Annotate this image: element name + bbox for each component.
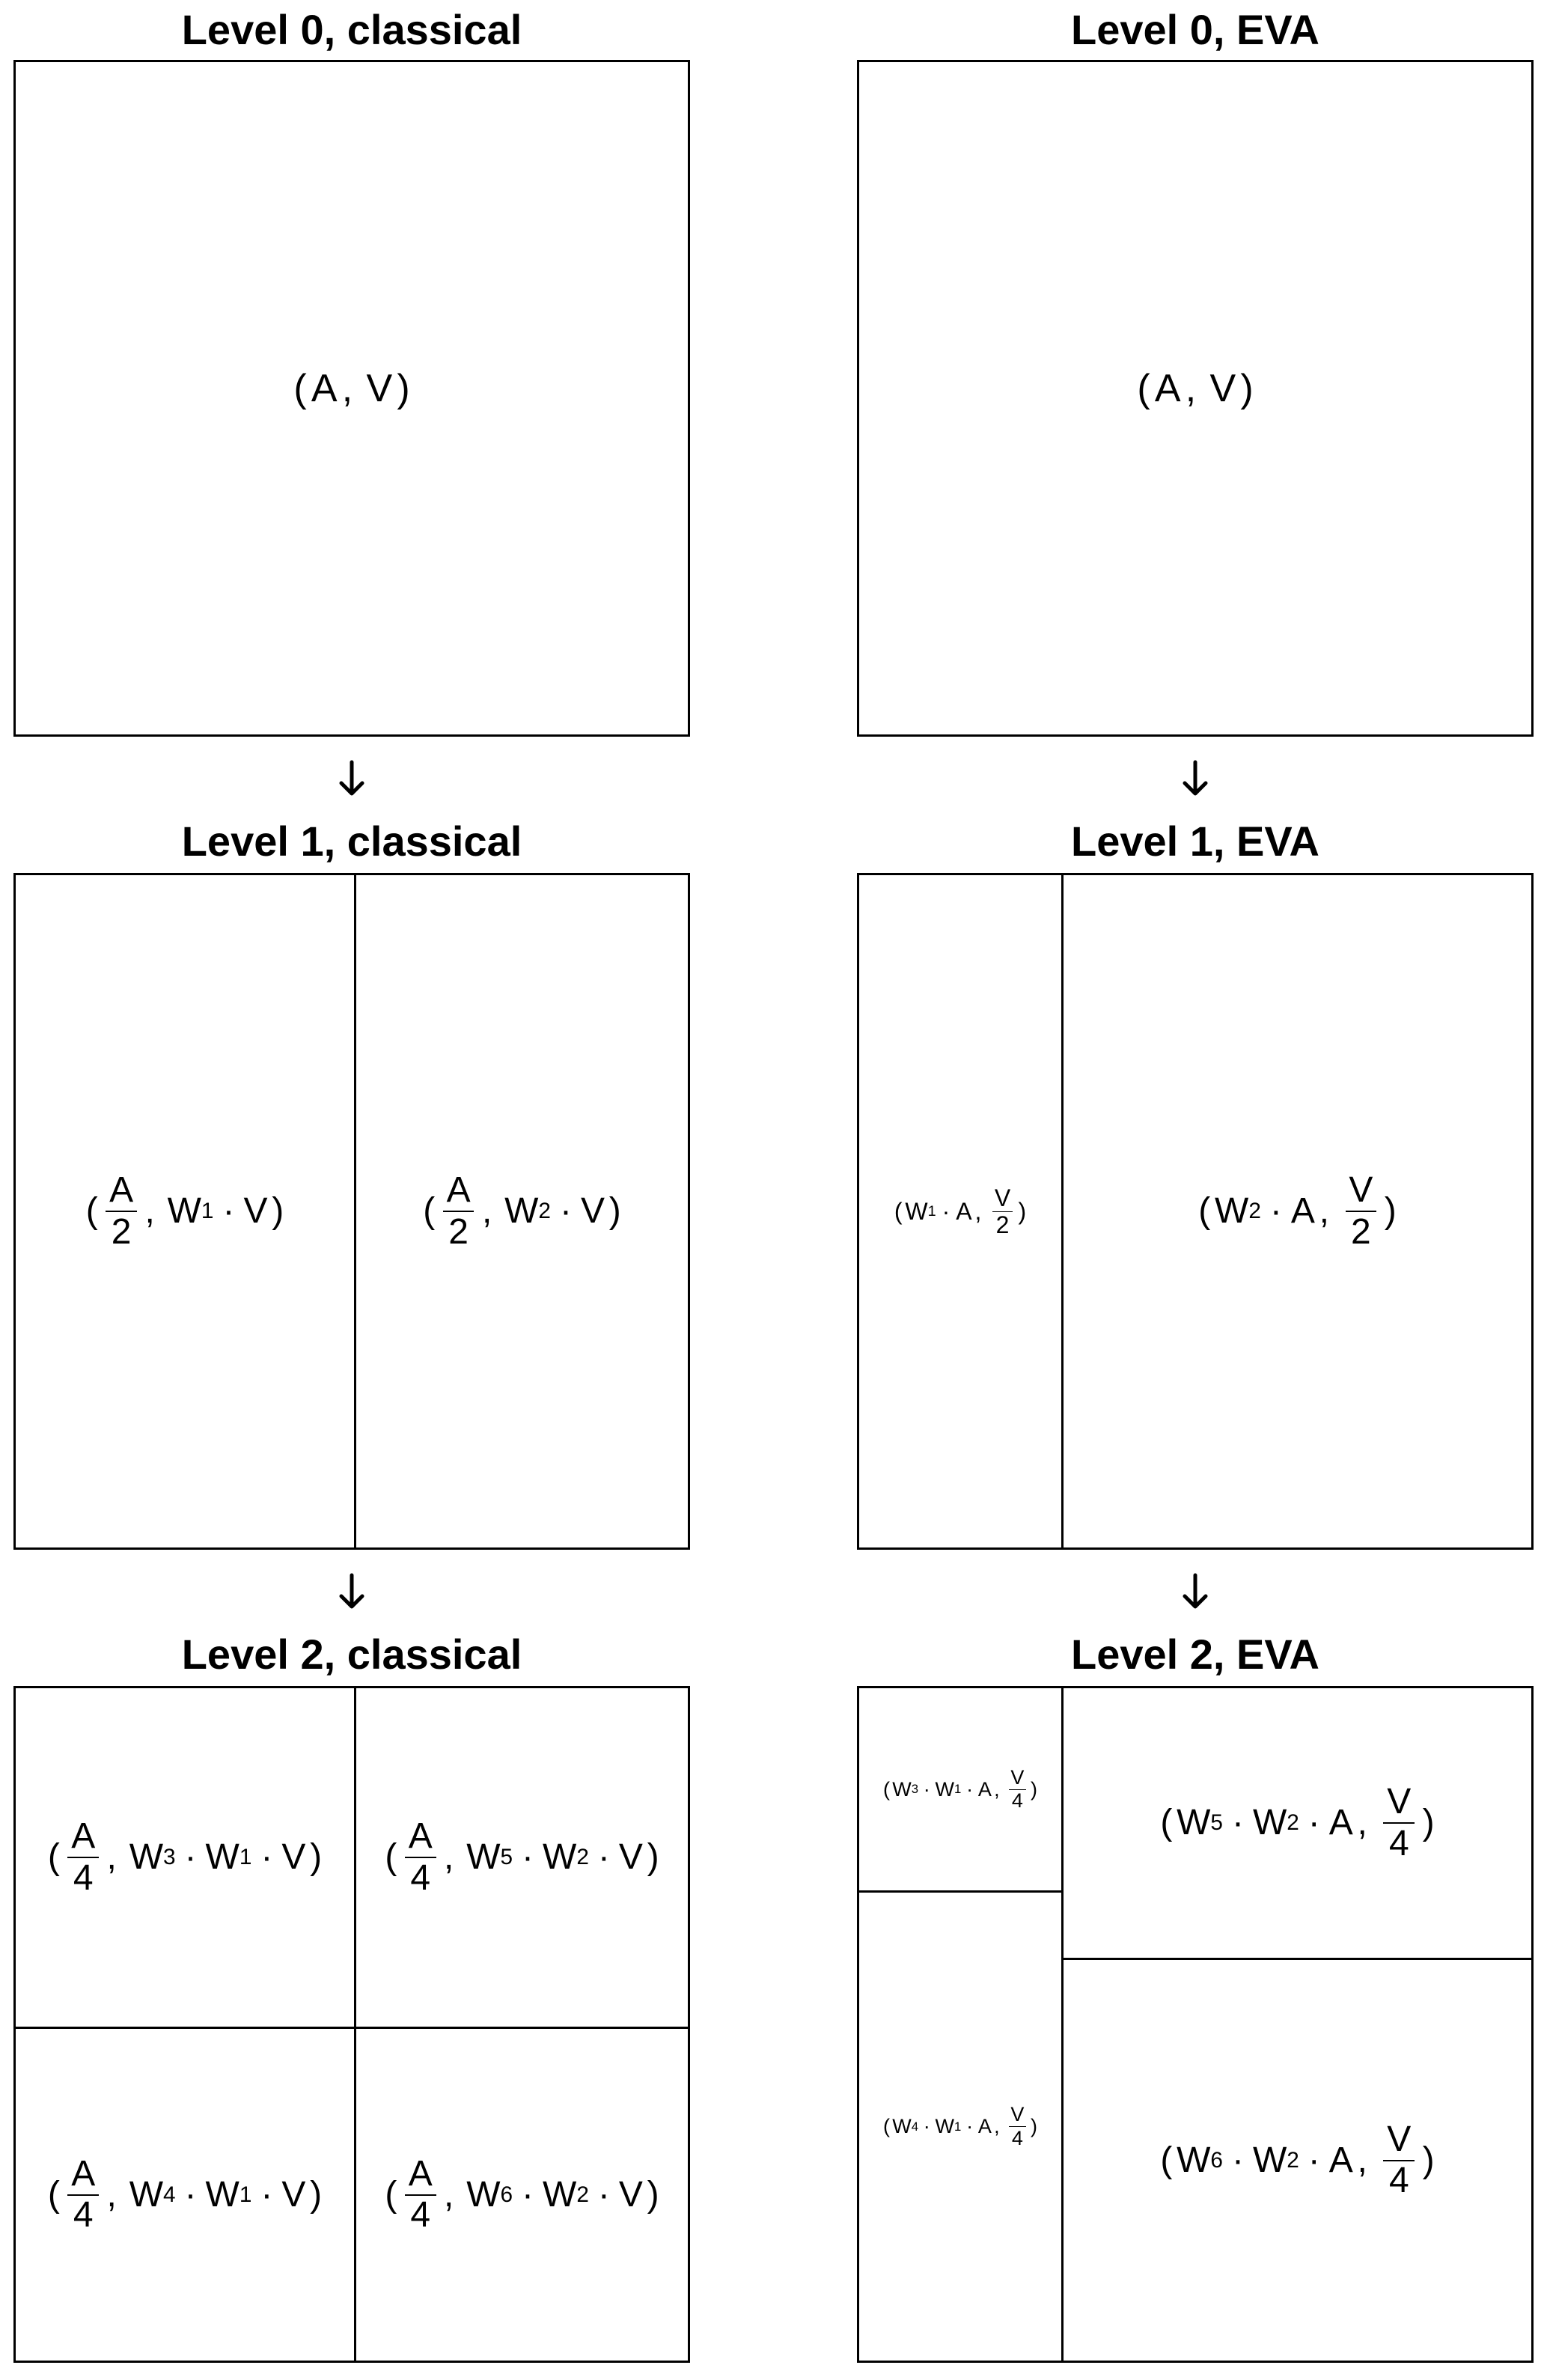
cell-l2-eva-right-top	[1061, 1688, 1531, 1958]
dot: ·	[1269, 1191, 1282, 1231]
comma: ,	[994, 1777, 1000, 1801]
sym-V: V	[281, 1837, 306, 1877]
label-l2-eva-right-bottom: ( W 6 · W 2 · A , $\frac{V}{4}$ )	[1156, 2122, 1439, 2200]
cell-l0-eva	[859, 62, 1531, 734]
panel-level0-classical	[13, 60, 690, 737]
sym-V: V	[580, 1191, 605, 1231]
paren-open: (	[423, 1191, 436, 1231]
comma: ,	[444, 2174, 454, 2215]
sym-A: A	[1290, 1191, 1315, 1231]
dot: ·	[260, 2174, 273, 2215]
paren-close: )	[1240, 367, 1254, 410]
fraction	[443, 1172, 475, 1250]
sym-W: W	[935, 2115, 954, 2137]
dot: ·	[522, 1837, 534, 1877]
panel-level1-eva	[857, 873, 1534, 1550]
sym-four: 4	[73, 1857, 94, 1898]
sym-A: A	[977, 1777, 992, 1801]
sym-V: V	[994, 1184, 1011, 1211]
label-l2-eva-right-top: ( W 5 · W 2 · A , $\frac{V}{4}$ )	[1156, 1784, 1439, 1862]
comma: ,	[481, 1191, 492, 1231]
paren-open: (	[385, 2174, 397, 2215]
title-level2-classical: Level 2, classical	[181, 1630, 522, 1678]
sym-W: W	[1177, 2140, 1211, 2180]
sym-V: V	[1349, 1170, 1373, 1211]
fraction	[67, 1816, 99, 1898]
dot: ·	[942, 1198, 951, 1225]
cell-l2-eva-left-top	[859, 1688, 1061, 1890]
title-level0-classical: Level 0, classical	[181, 5, 522, 53]
comma: ,	[444, 1837, 454, 1877]
sym-A: A	[1328, 2140, 1353, 2180]
paren-close: )	[608, 1191, 621, 1231]
sym-A: A	[408, 2153, 433, 2194]
paren-close: )	[1031, 2115, 1038, 2137]
sym-V: V	[1387, 2119, 1412, 2159]
paren-close: )	[647, 2174, 659, 2215]
comma: ,	[974, 1198, 982, 1225]
cell-l2-classical-br	[354, 2027, 688, 2361]
comma: ,	[1357, 1803, 1367, 1842]
arrow-down-icon	[1173, 1569, 1218, 1614]
sym-W: W	[205, 2174, 239, 2215]
fraction	[106, 1172, 137, 1250]
dot: ·	[559, 1191, 572, 1231]
label-l2-eva-left-bottom: ( W 4 · W 1 · A , $\frac{V}{4}$ )	[881, 2104, 1040, 2148]
label-l2-classical-tr: ( $\frac{A}{4}$ , W 5 · W 2 · V )	[381, 1819, 664, 1896]
paren-close: )	[272, 1191, 284, 1231]
arrow-down-icon	[329, 756, 374, 801]
paren-open: (	[882, 1777, 890, 1801]
dot: ·	[1231, 2140, 1244, 2180]
fraction	[1383, 1784, 1415, 1862]
paren-open: (	[894, 1198, 903, 1225]
panel-level2-classical	[13, 1686, 690, 2363]
sym-two: 2	[448, 1211, 469, 1252]
panel-level1-classical	[13, 873, 690, 1550]
comma: ,	[106, 2174, 117, 2215]
label-l0-eva	[1132, 369, 1258, 408]
paren-close: )	[397, 367, 410, 410]
paren-close: )	[1384, 1191, 1397, 1231]
dot: ·	[1231, 1803, 1244, 1842]
paren-open: (	[293, 367, 307, 410]
panel-level0-eva	[857, 60, 1534, 737]
arrow-down-icon	[1173, 756, 1218, 801]
sym-two: 2	[1351, 1211, 1371, 1252]
fraction	[405, 1816, 436, 1898]
paren-open: (	[1160, 2140, 1173, 2180]
dot: ·	[966, 2115, 974, 2137]
label-l1-classical-left: ( $\frac{A}{2}$ , W 1 · V )	[82, 1172, 288, 1250]
label-l2-classical-tl: ( $\frac{A}{4}$ , W 3 · W 1 · V )	[43, 1819, 326, 1896]
cell-l2-eva-left-bottom	[859, 1890, 1061, 2361]
sym-W: W	[1252, 1803, 1287, 1842]
cell-l1-classical-right	[354, 875, 688, 1547]
paren-open: (	[47, 2174, 60, 2215]
label-l1-eva-right: ( W 2 · A , $\frac{V}{2}$ )	[1194, 1172, 1401, 1250]
fraction	[1009, 2104, 1026, 2148]
comma: ,	[144, 1191, 155, 1231]
paren-close: )	[1018, 1198, 1027, 1225]
sym-two: 2	[995, 1211, 1010, 1239]
comma: ,	[106, 1837, 117, 1877]
dot: ·	[597, 1837, 610, 1877]
paren-open: (	[47, 1837, 60, 1877]
sym-W: W	[905, 1198, 928, 1225]
sym-V: V	[243, 1191, 268, 1231]
sym-V: V	[1209, 367, 1236, 410]
sym-A: A	[977, 2115, 992, 2137]
title-level2-eva: Level 2, EVA	[1070, 1630, 1319, 1678]
sym-W: W	[205, 1837, 239, 1877]
cell-l1-eva-left	[859, 875, 1061, 1547]
sym-four: 4	[73, 2195, 94, 2236]
sym-W: W	[935, 1777, 954, 1801]
cell-l2-classical-tl	[16, 1688, 354, 2027]
sym-W: W	[1177, 1803, 1211, 1842]
sym-W: W	[504, 1191, 539, 1231]
sym-four: 4	[410, 1857, 431, 1898]
paren-close: )	[647, 1837, 659, 1877]
sym-two: 2	[111, 1211, 132, 1252]
sym-A: A	[446, 1170, 471, 1211]
paren-close: )	[310, 2174, 323, 2215]
sym-V: V	[366, 367, 393, 410]
dot: ·	[184, 2174, 197, 2215]
sym-W: W	[129, 2174, 163, 2215]
sym-A: A	[1328, 1803, 1353, 1842]
sym-W: W	[543, 2174, 577, 2215]
fraction	[992, 1186, 1013, 1238]
paren-open: (	[882, 2115, 890, 2137]
paren-open: (	[85, 1191, 98, 1231]
sym-V: V	[281, 2174, 306, 2215]
dot: ·	[923, 2115, 930, 2137]
sym-W: W	[466, 2174, 501, 2215]
paren-close: )	[1422, 2140, 1435, 2180]
paren-open: (	[385, 1837, 397, 1877]
dot: ·	[966, 1777, 974, 1801]
fraction	[1383, 2119, 1415, 2201]
sym-W: W	[1252, 2140, 1287, 2180]
sym-V: V	[618, 1837, 643, 1877]
comma: ,	[1185, 367, 1197, 410]
cell-l2-classical-tr	[354, 1688, 688, 2027]
comma: ,	[1319, 1191, 1329, 1231]
comma: ,	[994, 2115, 1000, 2137]
cell-l1-classical-left	[16, 875, 354, 1547]
paren-open: (	[1137, 367, 1150, 410]
title-level1-eva: Level 1, EVA	[1070, 817, 1319, 865]
label-l2-classical-br: ( $\frac{A}{4}$ , W 6 · W 2 · V )	[381, 2156, 664, 2234]
label-l2-eva-left-top: ( W 3 · W 1 · A , $\frac{V}{4}$ )	[881, 1768, 1040, 1811]
fraction	[1009, 1765, 1026, 1813]
arrow-down-icon	[329, 1569, 374, 1614]
sym-W: W	[167, 1191, 201, 1231]
sym-A: A	[109, 1170, 134, 1211]
dot: ·	[222, 1191, 235, 1231]
cell-l2-classical-bl	[16, 2027, 354, 2361]
paren-open: (	[1198, 1191, 1211, 1231]
sym-V: V	[1387, 1782, 1412, 1822]
dot: ·	[1308, 2140, 1320, 2180]
sym-A: A	[408, 1816, 433, 1857]
cell-l0-classical	[16, 62, 688, 734]
cell-l1-eva-right	[1061, 875, 1531, 1547]
title-level0-eva: Level 0, EVA	[1070, 5, 1319, 53]
sym-W: W	[129, 1837, 163, 1877]
sym-four: 4	[1011, 2126, 1023, 2149]
sym-V: V	[1010, 2103, 1025, 2126]
sym-four: 4	[1011, 1789, 1023, 1813]
label-l1-classical-right: ( $\frac{A}{2}$ , W 2 · V )	[419, 1172, 626, 1250]
paren-close: )	[1031, 1777, 1038, 1801]
dot: ·	[184, 1837, 197, 1877]
sym-A: A	[311, 367, 338, 410]
cell-l2-eva-right-bottom	[1061, 1958, 1531, 2361]
dot: ·	[597, 2174, 610, 2215]
sym-W: W	[1215, 1191, 1249, 1231]
paren-open: (	[1160, 1803, 1173, 1842]
label-l1-eva-left: ( W 1 · A , $\frac{V}{2}$ )	[891, 1186, 1029, 1238]
label-l2-classical-bl: ( $\frac{A}{4}$ , W 4 · W 1 · V )	[43, 2156, 326, 2234]
sym-four: 4	[1388, 2161, 1409, 2201]
fraction	[67, 2153, 99, 2236]
comma: ,	[341, 367, 353, 410]
sym-A: A	[956, 1198, 972, 1225]
fraction	[405, 2153, 436, 2236]
dot: ·	[522, 2174, 534, 2215]
paren-close: )	[1422, 1803, 1435, 1842]
dot: ·	[923, 1777, 930, 1801]
sym-A: A	[71, 2153, 96, 2194]
sym-W: W	[543, 1837, 577, 1877]
dot: ·	[260, 1837, 273, 1877]
panel-level2-eva	[857, 1686, 1534, 2363]
sym-W: W	[466, 1837, 501, 1877]
sym-V: V	[1010, 1765, 1025, 1789]
sym-W: W	[892, 2115, 912, 2137]
sym-A: A	[71, 1816, 96, 1857]
dot: ·	[1308, 1803, 1320, 1842]
label-l0-classical	[289, 369, 415, 408]
sym-four: 4	[410, 2195, 431, 2236]
sym-four: 4	[1388, 1823, 1409, 1863]
sym-W: W	[892, 1777, 912, 1801]
sym-V: V	[618, 2174, 643, 2215]
paren-close: )	[310, 1837, 323, 1877]
comma: ,	[1357, 2140, 1367, 2180]
title-level1-classical: Level 1, classical	[181, 817, 522, 865]
fraction	[1346, 1172, 1377, 1250]
sym-A: A	[1154, 367, 1181, 410]
